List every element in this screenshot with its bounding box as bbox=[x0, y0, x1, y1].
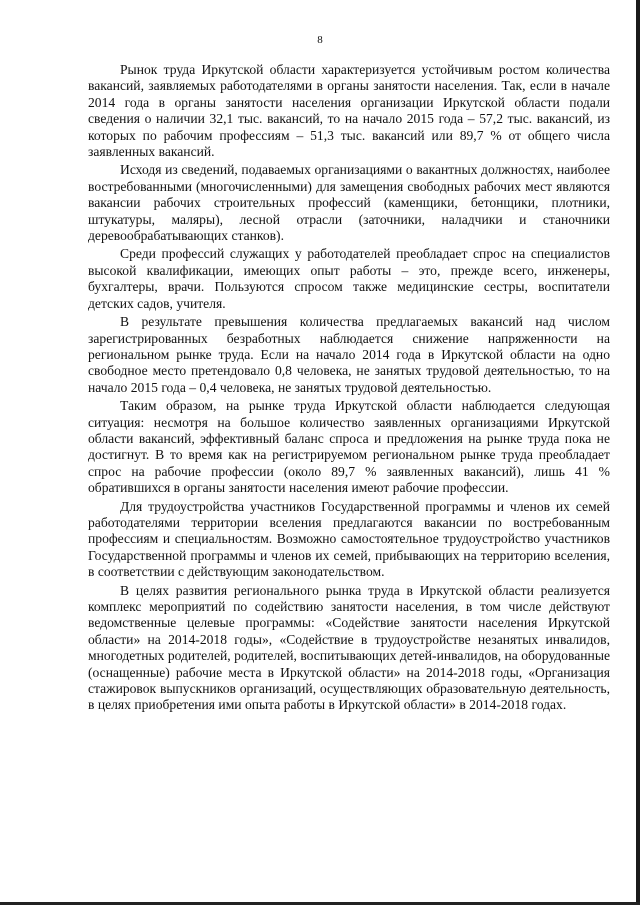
paragraph-in-demand-worker-jobs: Исходя из сведений, подаваемых организациями о вакантных должностях, наиболее востребованными (многочисленными) для замещения свободных рабочих мест являются вакансии рабочих строительных профессий (каменщики, бетонщики, плотники, штукатуры, маляры), лесной отрасли (заточники, наладчики и станочники деревообрабатывающих станков). bbox=[88, 162, 610, 244]
page-number: 8 bbox=[317, 34, 323, 46]
paragraph-program-participants-employment: Для трудоустройства участников Государственной программы и членов их семей работодателями территории вселения предлагаются вакансии по востребованным профессиям и специальностям. Возможно самостоятельное трудоустройство участников Государственной программы и членов их семей, прибывающих на территорию вселения, в соответствии с действующим законодательством. bbox=[88, 498, 610, 580]
paragraph-tension-decrease: В результате превышения количества предлагаемых вакансий над числом зарегистрированных безработных наблюдается снижение напряженности на региональном рынке труда. Если на начало 2014 года в Иркутской области на одно свободное место претендовало 0,8 человека, не занятых трудовой деятельностью, то на начало 2015 года – 0,4 человека, не занятых трудовой деятельностью. bbox=[88, 314, 610, 395]
scan-right-edge bbox=[636, 0, 640, 905]
paragraph-target-programs: В целях развития регионального рынка труда в Иркутской области реализуется комплекс мероприятий по содействию занятости населения, в том числе действуют ведомственные целевые программы: «Содействие занятости населения Иркутской области» на 2014-2018 годы», «Содействие в трудоустройстве незанятых инвалидов, многодетных родителей, родителей, воспитывающих детей-инвалидов, на оборудованные (оснащенные) рабочие места в Иркутской области» на 2014-2018 годы, «Организация стажировок выпускников организаций, осуществляющих образовательную деятельность, в целях приобретения ими опыта работы в Иркутской области» в 2014-2018 годах. bbox=[88, 582, 610, 713]
paragraph-market-situation: Таким образом, на рынке труда Иркутской области наблюдается следующая ситуация: несмотря на большое количество заявленных организациями Иркутской области вакансий, эффективный баланс спроса и предложения на рынке труда пока не достигнут. В то время как на регистрируемом региональном рынке труда преобладает спрос на рабочие профессии (около 89,7 % заявленных вакансий), лишь 41 % обратившихся в органы занятости населения имеют рабочие профессии. bbox=[88, 398, 610, 496]
paragraph-labor-market-growth: Рынок труда Иркутской области характеризуется устойчивым ростом количества вакансий, заявляемых работодателями в органы занятости населения. Так, если в начале 2014 года в органы занятости населения организации Иркутской области подали сведения о наличии 32,1 тыс. вакансий, то на начало 2015 года – 57,2 тыс. вакансий, из которых по рабочим профессиям – 51,3 тыс. вакансий или 89,7 % от общего числа заявленных вакансий. bbox=[88, 62, 610, 160]
paragraph-employee-demand: Среди профессий служащих у работодателей преобладает спрос на специалистов высокой квалификации, имеющих опыт работы – это, прежде всего, инженеры, бухгалтеры, врачи. Пользуются спросом также медицинские сестры, воспитатели детских садов, учителя. bbox=[88, 246, 610, 311]
document-body bbox=[88, 62, 610, 716]
